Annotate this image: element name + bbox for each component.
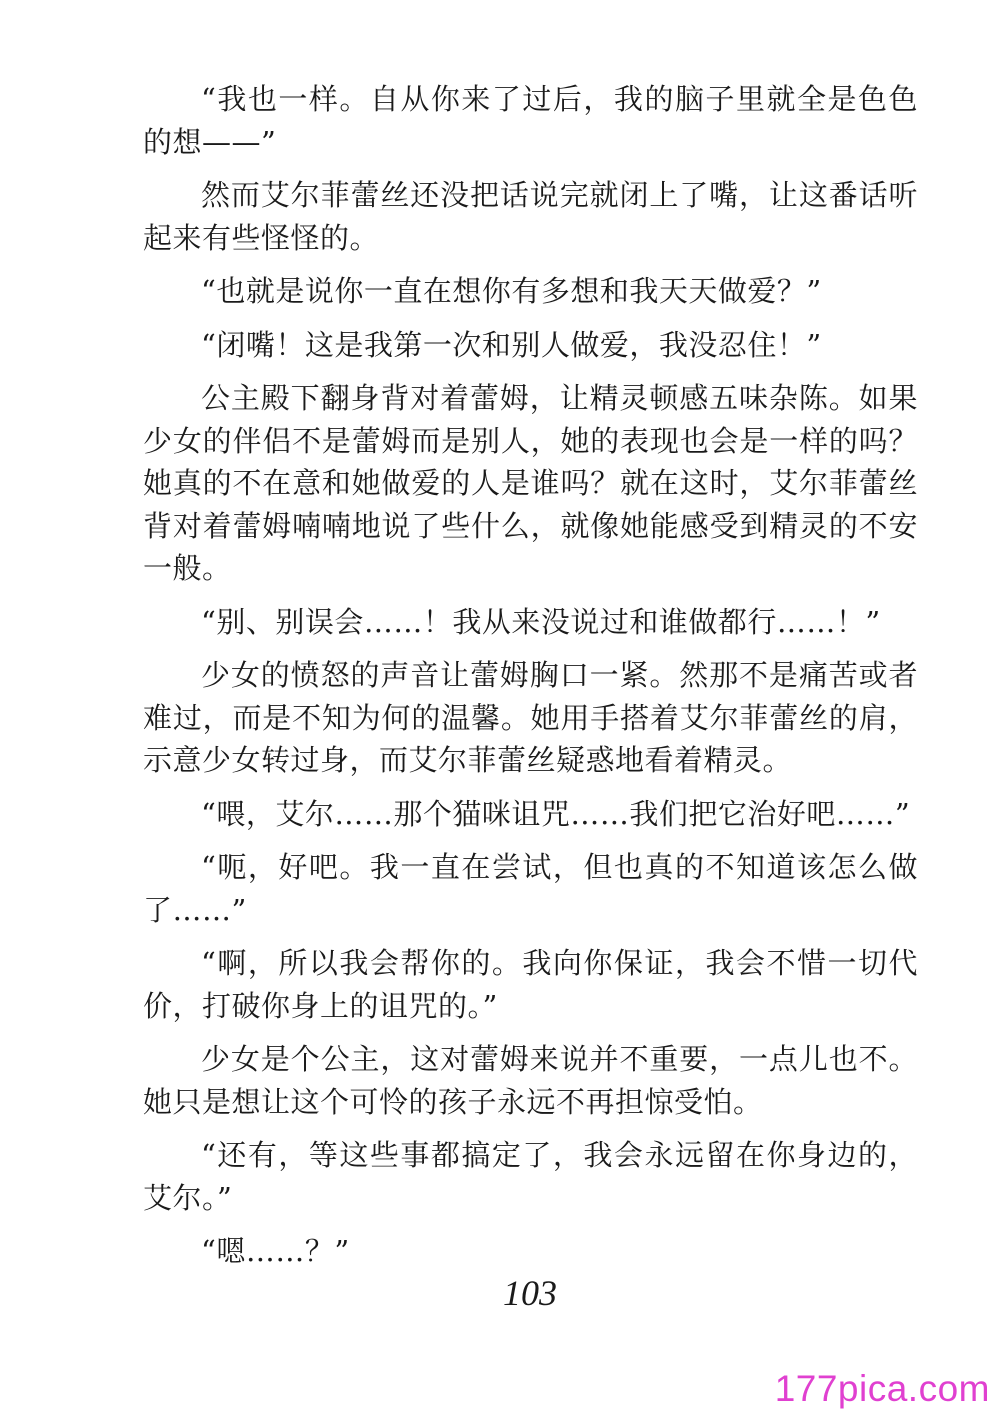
paragraph-12: “还有，等这些事都搞定了，我会永远留在你身边的，艾尔。” — [143, 1138, 918, 1215]
body-text — [143, 78, 918, 1284]
paragraph-3: “也就是说你一直在想你有多想和我天天做爱？” — [201, 274, 822, 308]
paragraph-4: “闭嘴！这是我第一次和别人做爱，我没忍住！” — [201, 327, 822, 362]
paragraph-7: 少女的愤怒的声音让蕾姆胸口一紧。然那不是痛苦或者难过，而是不知为何的温馨。她用手搭着艾尔菲蕾丝的肩，示意少女转过身，而艾尔菲蕾丝疑惑地看着精灵。 — [143, 658, 918, 777]
paragraph-11: 少女是个公主，这对蕾姆来说并不重要，一点儿也不。她只是想让这个可怜的孩子永远不再担惊受怕。 — [143, 1042, 918, 1119]
paragraph-5: 公主殿下翻身背对着蕾姆，让精灵顿感五味杂陈。如果少女的伴侣不是蕾姆而是别人，她的表现也会是一样的吗？她真的不在意和她做爱的人是谁吗？就在这时，艾尔菲蕾丝背对着蕾姆喃喃地说了些什么，就像她能感受到精灵的不安一般。 — [143, 381, 918, 585]
paragraph-10: “啊，所以我会帮你的。我向你保证，我会不惜一切代价，打破你身上的诅咒的。” — [143, 946, 918, 1023]
watermark-text: 177pica.com — [774, 1368, 990, 1409]
paragraph-6: “别、别误会……！我从来没说过和谁做都行……！” — [201, 604, 881, 639]
paragraph-1: “我也一样。自从你来了过后，我的脑子里就全是色色的想——” — [143, 82, 918, 159]
paragraph-2: 然而艾尔菲蕾丝还没把话说完就闭上了嘴，让这番话听起来有些怪怪的。 — [143, 178, 918, 255]
page-number: 103 — [503, 1273, 557, 1313]
paragraph-8: “喂，艾尔……那个猫咪诅咒……我们把它治好吧……” — [201, 796, 911, 831]
paragraph-9: “呃，好吧。我一直在尝试，但也真的不知道该怎么做了……” — [143, 850, 918, 927]
paragraph-13: “嗯……？” — [201, 1234, 350, 1268]
